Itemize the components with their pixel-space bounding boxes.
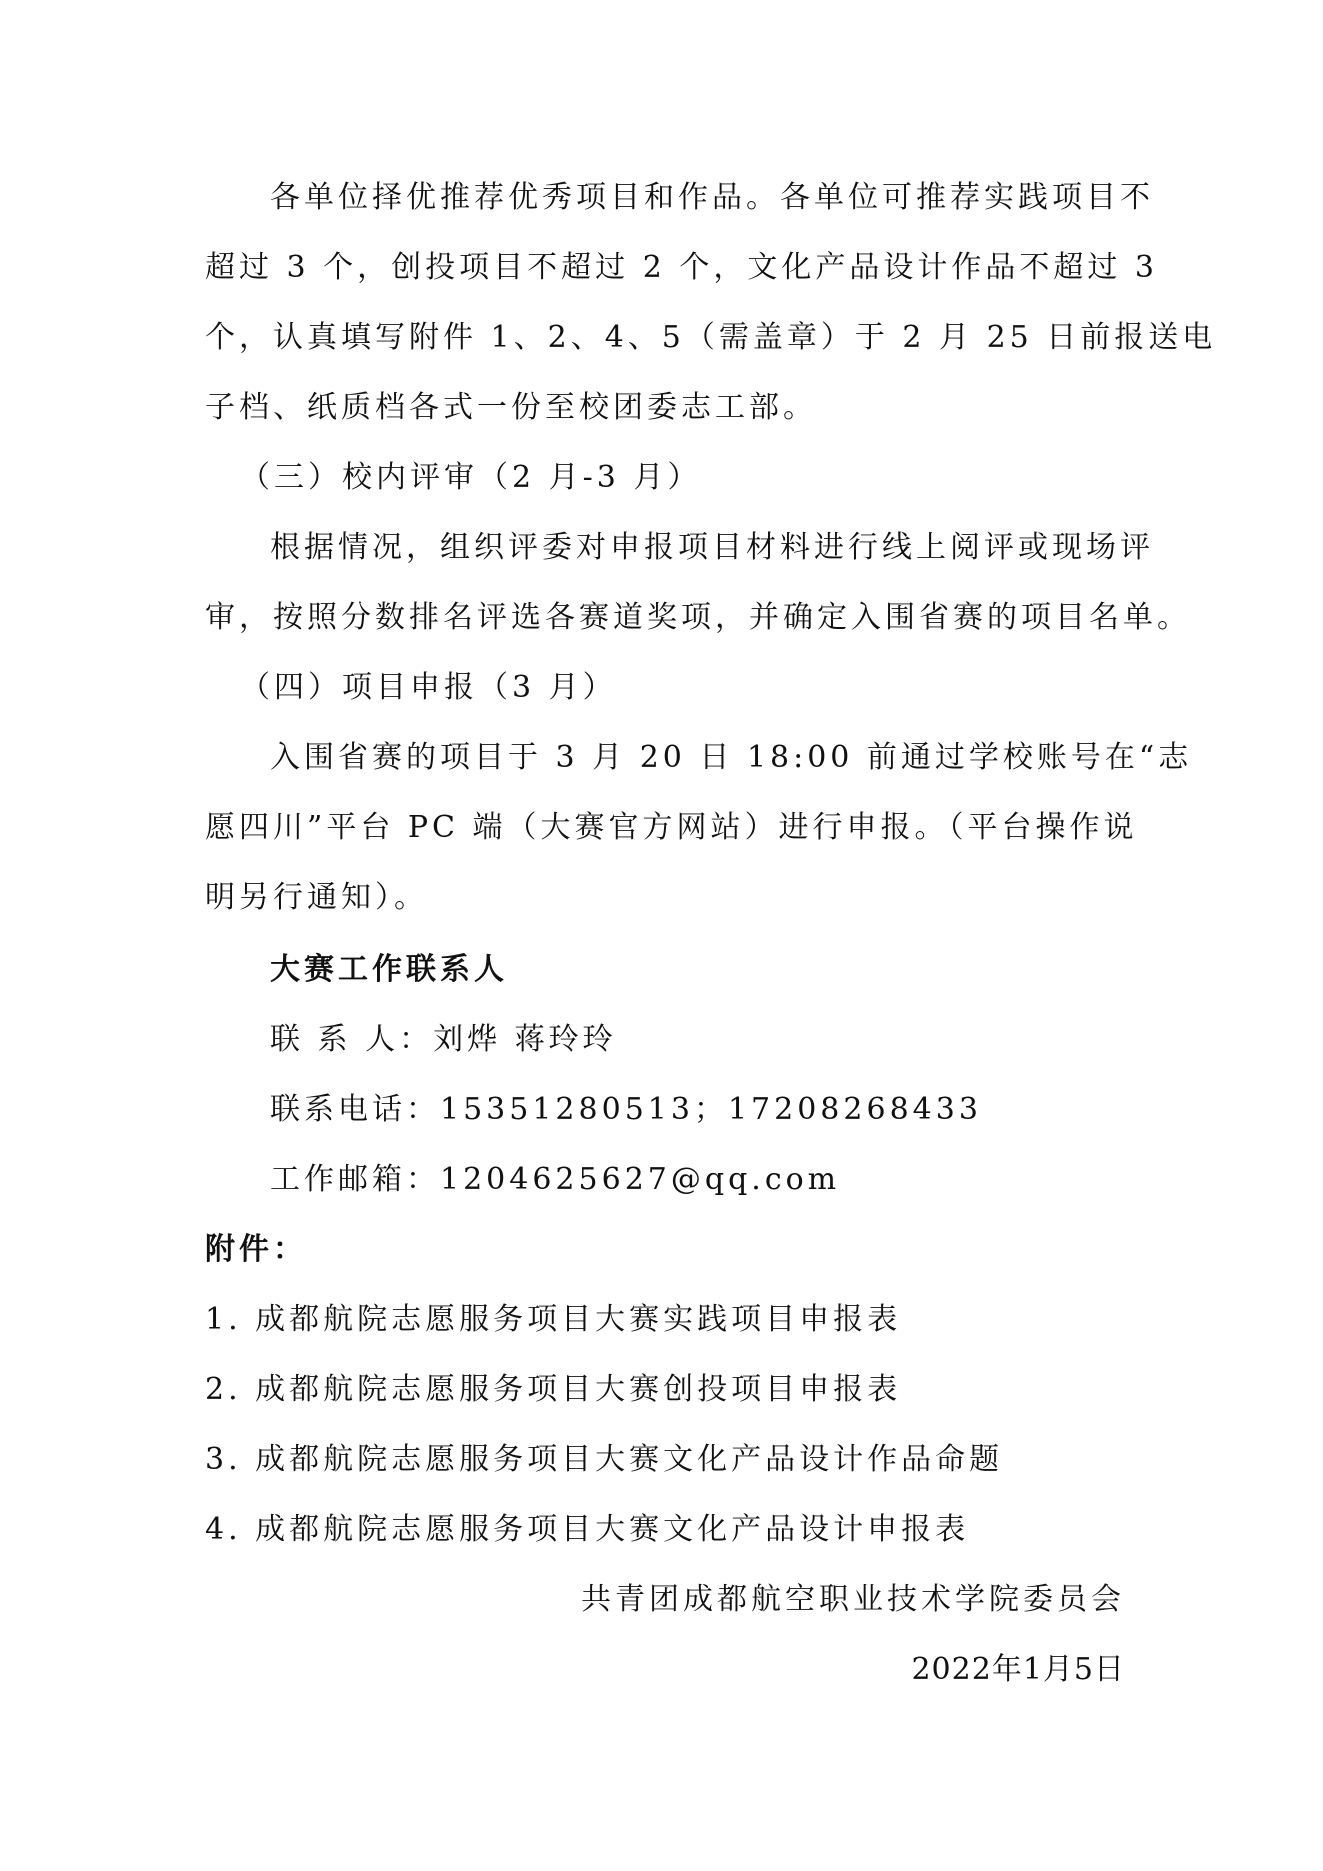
- paragraph-line: 子档、纸质档各式一份至校团委志工部。: [205, 390, 817, 425]
- contact-heading: 大赛工作联系人: [270, 952, 508, 987]
- paragraph-line: 审，按照分数排名评选各赛道奖项，并确定入围省赛的项目名单。: [205, 600, 1191, 635]
- signature-date: 2022年1月5日: [911, 1652, 1125, 1687]
- contact-email: 工作邮箱：1204625627@qq.com: [270, 1162, 841, 1197]
- attachment-item: 1. 成都航院志愿服务项目大赛实践项目申报表: [205, 1302, 902, 1337]
- paragraph-line: 各单位择优推荐优秀项目和作品。各单位可推荐实践项目不: [270, 180, 1154, 215]
- paragraph-line: 根据情况，组织评委对申报项目材料进行线上阅评或现场评: [270, 530, 1154, 565]
- attachment-item: 3. 成都航院志愿服务项目大赛文化产品设计作品命题: [205, 1442, 1004, 1477]
- section-heading-3: （三）校内评审（2 月-3 月）: [240, 460, 702, 495]
- contact-person: 联 系 人：刘烨 蒋玲玲: [270, 1022, 617, 1057]
- signature-org: 共青团成都航空职业技术学院委员会: [581, 1582, 1125, 1617]
- attachment-item: 2. 成都航院志愿服务项目大赛创投项目申报表: [205, 1372, 902, 1407]
- attachment-item: 4. 成都航院志愿服务项目大赛文化产品设计申报表: [205, 1512, 970, 1547]
- attachments-heading: 附件：: [205, 1232, 307, 1267]
- paragraph-line: 入围省赛的项目于 3 月 20 日 18:00 前通过学校账号在“志: [270, 740, 1193, 775]
- contact-phone: 联系电话：15351280513；17208268433: [270, 1092, 982, 1127]
- section-heading-4: （四）项目申报（3 月）: [240, 670, 617, 705]
- paragraph-line: 明另行通知）。: [205, 880, 428, 915]
- paragraph-line: 愿四川”平台 PC 端（大赛官方网站）进行申报。（平台操作说: [205, 810, 1138, 845]
- paragraph-line: 个，认真填写附件 1、2、4、5（需盖章）于 2 月 25 日前报送电: [205, 320, 1217, 355]
- paragraph-line: 超过 3 个，创投项目不超过 2 个，文化产品设计作品不超过 3: [205, 250, 1158, 285]
